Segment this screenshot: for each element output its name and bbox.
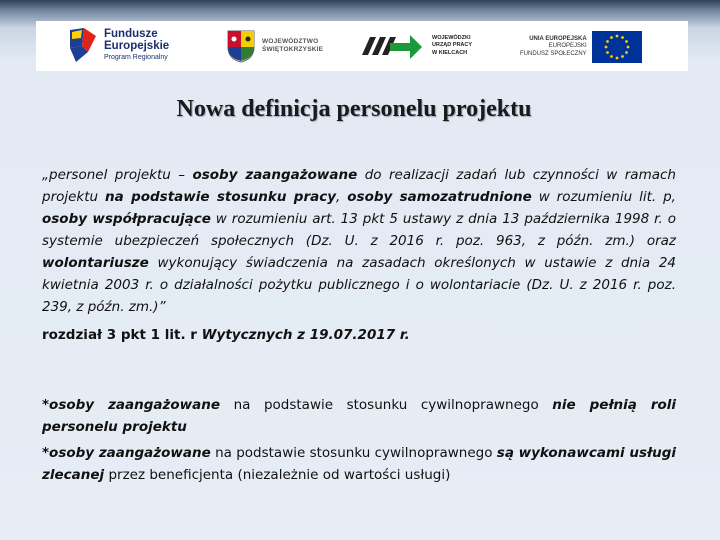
definition-emphasis: osoby współpracujące bbox=[42, 211, 211, 227]
definition-text: w rozumieniu art. 13 pkt 5 ustawy z dnia 13 października 1998 r. o systemie ubezpieczeń społecznych (Dz. U. z 2016 r. poz. 963, z późn. zm.) oraz bbox=[42, 211, 676, 249]
wup-line3: W KIELCACH bbox=[432, 49, 468, 56]
fundusze-line2: Europejskie bbox=[104, 40, 170, 53]
definition-emphasis: wolontariusze bbox=[42, 255, 149, 271]
note1-text: na podstawie stosunku cywilnoprawnego bbox=[220, 397, 553, 413]
definition-text: , bbox=[336, 189, 348, 205]
note1-emphasis: *osoby zaangażowane bbox=[42, 397, 221, 413]
slide-content bbox=[42, 164, 676, 486]
wup-line1: WOJEWÓDZKI bbox=[432, 35, 471, 42]
note2-text-end: przez beneficjenta (niezależnie od wartości usługi) bbox=[104, 467, 451, 483]
definition-emphasis: na podstawie stosunku pracy bbox=[105, 189, 337, 205]
swietokrzyskie-line2: ŚWIĘTOKRZYSKIE bbox=[262, 46, 324, 53]
ue-line3: FUNDUSZ SPOŁECZNY bbox=[520, 50, 587, 57]
note-civil-law-not-staff bbox=[42, 394, 676, 438]
slide-title: Nowa definicja personelu projektu bbox=[176, 96, 532, 122]
definition-paragraph bbox=[42, 164, 676, 318]
wup-logo bbox=[360, 31, 472, 61]
note2-emphasis-mid: są wykonawcami usługi zlecanej bbox=[42, 445, 676, 483]
note2-emphasis: *osoby zaangażowane bbox=[42, 445, 211, 461]
ue-line2: EUROPEJSKI bbox=[548, 43, 587, 50]
source-reference bbox=[42, 324, 676, 346]
swietokrzyskie-logo bbox=[226, 29, 323, 63]
note1-emphasis-end: nie pełnią roli personelu projektu bbox=[42, 397, 677, 435]
wup-arrow-icon bbox=[360, 31, 424, 61]
fundusze-europejskie-logo bbox=[68, 26, 169, 64]
swietokrzyskie-line1: WOJEWÓDZTWO bbox=[262, 37, 319, 45]
ue-line1: UNIA EUROPEJSKA bbox=[529, 35, 587, 42]
definition-text: do realizacji zadań lub czynności w ramach projektu bbox=[42, 167, 676, 205]
definition-emphasis: osoby zaangażowane bbox=[192, 167, 358, 183]
eu-logo bbox=[520, 31, 642, 63]
definition-text: wykonujący świadczenia na zasadach określonych w ustawie z dnia 24 kwietnia 2003 r. o działalności pożytku publicznego i o wolontariacie (Dz. U. z 2016 r. poz. 239, z późn. zm.)” bbox=[42, 255, 676, 315]
fundusze-europejskie-emblem-icon bbox=[68, 26, 98, 64]
coat-of-arms-icon bbox=[226, 29, 256, 63]
eu-flag-icon bbox=[592, 31, 642, 63]
note2-text: na podstawie stosunku cywilnoprawnego bbox=[210, 445, 497, 461]
definition-text: „personel projektu – bbox=[42, 167, 193, 183]
definition-text: w rozumieniu lit. p, bbox=[531, 189, 676, 205]
fundusze-line1: Fundusze bbox=[104, 28, 158, 41]
wup-line2: URZĄD PRACY bbox=[432, 42, 473, 49]
source-part2: Wytycznych z 19.07.2017 r. bbox=[201, 327, 410, 343]
definition-emphasis: osoby samozatrudnione bbox=[347, 189, 532, 205]
note-civil-law-contractors bbox=[42, 442, 676, 486]
logo-bar bbox=[36, 21, 688, 71]
source-part1: rozdział 3 pkt 1 lit. r bbox=[42, 327, 202, 343]
fundusze-line3: Program Regionalny bbox=[104, 54, 168, 62]
